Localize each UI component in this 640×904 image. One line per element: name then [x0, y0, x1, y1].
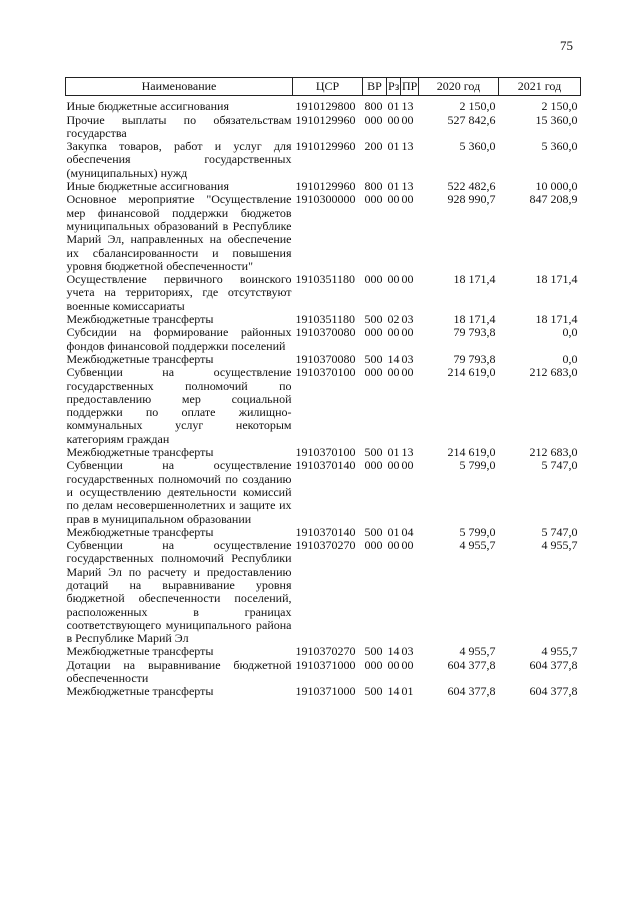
- row-rz: 00: [387, 365, 400, 380]
- row-2021: 212 683,0: [529, 365, 578, 380]
- row-2021: 10 000,0: [535, 179, 578, 194]
- row-pr: 00: [401, 657, 414, 672]
- header-rz: Рз: [387, 78, 401, 96]
- row-2020: 18 171,4: [453, 312, 496, 327]
- row-2021: 4 955,7: [541, 538, 578, 553]
- row-rz: 14: [387, 684, 400, 699]
- row-pr: 01: [401, 684, 414, 699]
- row-csr: 1910129960: [295, 179, 356, 194]
- row-csr: 1910370270: [295, 644, 356, 659]
- row-csr: 1910370100: [295, 365, 356, 380]
- table-row: [66, 114, 581, 141]
- row-pr: 00: [401, 538, 414, 553]
- row-rz: 01: [387, 445, 400, 460]
- row-csr: 1910129960: [295, 139, 356, 154]
- row-name: Прочие выплаты по обязательствам государства: [66, 112, 292, 140]
- row-rz: 14: [387, 351, 400, 366]
- row-name: Межбюджетные трансферты: [66, 644, 214, 659]
- row-vr: 500: [364, 312, 383, 327]
- row-2021: 5 747,0: [541, 524, 578, 539]
- row-vr: 000: [364, 657, 383, 672]
- header-pr: ПР: [401, 78, 419, 96]
- row-pr: 13: [401, 99, 414, 114]
- row-rz: 00: [387, 325, 400, 340]
- row-vr: 000: [364, 365, 383, 380]
- row-vr: 500: [364, 684, 383, 699]
- row-name: Субсидии на формирование районных фондов финансовой поддержки поселений: [66, 325, 292, 353]
- row-csr: 1910370080: [295, 351, 356, 366]
- row-2021: 18 171,4: [535, 312, 578, 327]
- row-2021: 604 377,8: [529, 657, 578, 672]
- row-csr: 1910300000: [295, 192, 356, 207]
- budget-table: [65, 77, 581, 699]
- row-2021: 18 171,4: [535, 272, 578, 287]
- row-2020: 527 842,6: [447, 112, 496, 127]
- row-pr: 00: [401, 365, 414, 380]
- row-vr: 800: [364, 179, 383, 194]
- table-row: [66, 180, 581, 193]
- row-csr: 1910129960: [295, 112, 356, 127]
- row-vr: 000: [364, 538, 383, 553]
- table-row: [66, 353, 581, 366]
- row-vr: 000: [364, 458, 383, 473]
- row-pr: 13: [401, 139, 414, 154]
- row-pr: 00: [401, 272, 414, 287]
- row-pr: 03: [401, 312, 414, 327]
- table-row: [66, 193, 581, 273]
- row-pr: 00: [401, 458, 414, 473]
- row-2020: 79 793,8: [453, 325, 496, 340]
- row-csr: 1910370080: [295, 325, 356, 340]
- row-2020: 214 619,0: [447, 445, 496, 460]
- row-pr: 13: [401, 445, 414, 460]
- header-name: Наименование: [66, 78, 293, 96]
- table-header: [66, 78, 581, 96]
- table-row: [66, 659, 581, 686]
- table-row: [66, 459, 581, 525]
- row-csr: 1910371000: [295, 657, 356, 672]
- row-2020: 214 619,0: [447, 365, 496, 380]
- row-2020: 5 360,0: [459, 139, 496, 154]
- row-2021: 0,0: [562, 325, 578, 340]
- table-row: [66, 446, 581, 459]
- table-row: [66, 326, 581, 353]
- row-rz: 01: [387, 99, 400, 114]
- row-pr: 04: [401, 524, 414, 539]
- row-csr: 1910129800: [295, 99, 356, 114]
- row-name: Иные бюджетные ассигнования: [66, 179, 229, 194]
- row-rz: 00: [387, 458, 400, 473]
- row-pr: 00: [401, 112, 414, 127]
- row-vr: 500: [364, 524, 383, 539]
- row-name: Субвенции на осуществление государственных полномочий по созданию и осуществлению деятельности комиссий по делам несовершеннолетних и защите их прав в муниципальном образовании: [66, 458, 292, 526]
- row-2020: 79 793,8: [453, 351, 496, 366]
- row-rz: 00: [387, 112, 400, 127]
- row-2020: 2 150,0: [459, 99, 496, 114]
- row-vr: 000: [364, 272, 383, 287]
- row-name: Субвенции на осуществление государственных полномочий по предоставлению мер социальной поддержки по оплате жилищно-коммунальных услуг некоторым категориям граждан: [66, 365, 292, 446]
- row-csr: 1910370140: [295, 458, 356, 473]
- row-2021: 0,0: [562, 351, 578, 366]
- row-name: Основное мероприятие "Осуществление мер финансовой поддержки бюджетов муниципальных образований в Республике Марий Эл, направленных на обеспечение их сбалансированности и повышения уровня бюджетной обеспеченности": [66, 192, 292, 273]
- row-vr: 000: [364, 192, 383, 207]
- row-2020: 4 955,7: [459, 538, 496, 553]
- table-row: [66, 140, 581, 180]
- row-rz: 01: [387, 524, 400, 539]
- row-2020: 604 377,8: [447, 684, 496, 699]
- header-row: [66, 78, 581, 96]
- row-rz: 01: [387, 179, 400, 194]
- header-csr: ЦСР: [293, 78, 363, 96]
- row-csr: 1910371000: [295, 684, 356, 699]
- row-pr: 00: [401, 192, 414, 207]
- row-2021: 2 150,0: [541, 99, 578, 114]
- table-row: [66, 539, 581, 645]
- table-row: [66, 273, 581, 313]
- row-vr: 500: [364, 644, 383, 659]
- row-csr: 1910370140: [295, 524, 356, 539]
- row-2021: 5 747,0: [541, 458, 578, 473]
- table-row: [66, 685, 581, 698]
- row-vr: 000: [364, 325, 383, 340]
- row-pr: 13: [401, 179, 414, 194]
- table-row: [66, 313, 581, 326]
- row-name: Межбюджетные трансферты: [66, 684, 214, 699]
- header-2021: 2021 год: [499, 78, 581, 96]
- row-vr: 500: [364, 351, 383, 366]
- row-pr: 00: [401, 325, 414, 340]
- row-vr: 200: [364, 139, 383, 154]
- row-csr: 1910370270: [295, 538, 356, 553]
- row-2021: 5 360,0: [541, 139, 578, 154]
- row-vr: 500: [364, 445, 383, 460]
- row-rz: 00: [387, 272, 400, 287]
- row-pr: 03: [401, 351, 414, 366]
- row-2021: 212 683,0: [529, 445, 578, 460]
- row-csr: 1910351180: [295, 312, 356, 327]
- row-rz: 02: [387, 312, 400, 327]
- table-row: [66, 366, 581, 446]
- header-2020: 2020 год: [419, 78, 499, 96]
- row-2021: 15 360,0: [535, 112, 578, 127]
- row-vr: 000: [364, 112, 383, 127]
- row-rz: 00: [387, 538, 400, 553]
- row-rz: 00: [387, 657, 400, 672]
- row-2020: 604 377,8: [447, 657, 496, 672]
- row-name: Закупка товаров, работ и услуг для обеспечения государственных (муниципальных) нужд: [66, 139, 292, 180]
- row-csr: 1910370100: [295, 445, 356, 460]
- row-rz: 00: [387, 192, 400, 207]
- row-name: Межбюджетные трансферты: [66, 445, 214, 460]
- row-2020: 522 482,6: [447, 179, 496, 194]
- row-2020: 928 990,7: [447, 192, 496, 207]
- row-name: Межбюджетные трансферты: [66, 312, 214, 327]
- row-vr: 800: [364, 99, 383, 114]
- row-name: Субвенции на осуществление государственных полномочий Республики Марий Эл по расчету и предоставлению дотаций на выравнивание уровня бюджетной обеспеченности поселений, расположенных в границах соответствующего муниципального района в Республике Марий Эл: [66, 538, 292, 646]
- row-name: Иные бюджетные ассигнования: [66, 99, 229, 114]
- row-2020: 4 955,7: [459, 644, 496, 659]
- row-name: Осуществление первичного воинского учета на территориях, где отсутствуют военные комиссариаты: [66, 272, 292, 313]
- row-2021: 847 208,9: [529, 192, 578, 207]
- row-2021: 604 377,8: [529, 684, 578, 699]
- table-body: [66, 96, 581, 699]
- row-2020: 5 799,0: [459, 524, 496, 539]
- row-name: Дотации на выравнивание бюджетной обеспеченности: [66, 657, 292, 686]
- row-name: Межбюджетные трансферты: [66, 524, 214, 539]
- row-2021: 4 955,7: [541, 644, 578, 659]
- row-2020: 18 171,4: [453, 272, 496, 287]
- row-name: Межбюджетные трансферты: [66, 351, 214, 366]
- table-row: [66, 645, 581, 658]
- row-csr: 1910351180: [295, 272, 356, 287]
- table-row: [66, 100, 581, 113]
- header-vr: ВР: [363, 78, 387, 96]
- row-2020: 5 799,0: [459, 458, 496, 473]
- table-row: [66, 526, 581, 539]
- page-number: 75: [560, 38, 573, 53]
- row-rz: 14: [387, 644, 400, 659]
- row-pr: 03: [401, 644, 414, 659]
- row-rz: 01: [387, 139, 400, 154]
